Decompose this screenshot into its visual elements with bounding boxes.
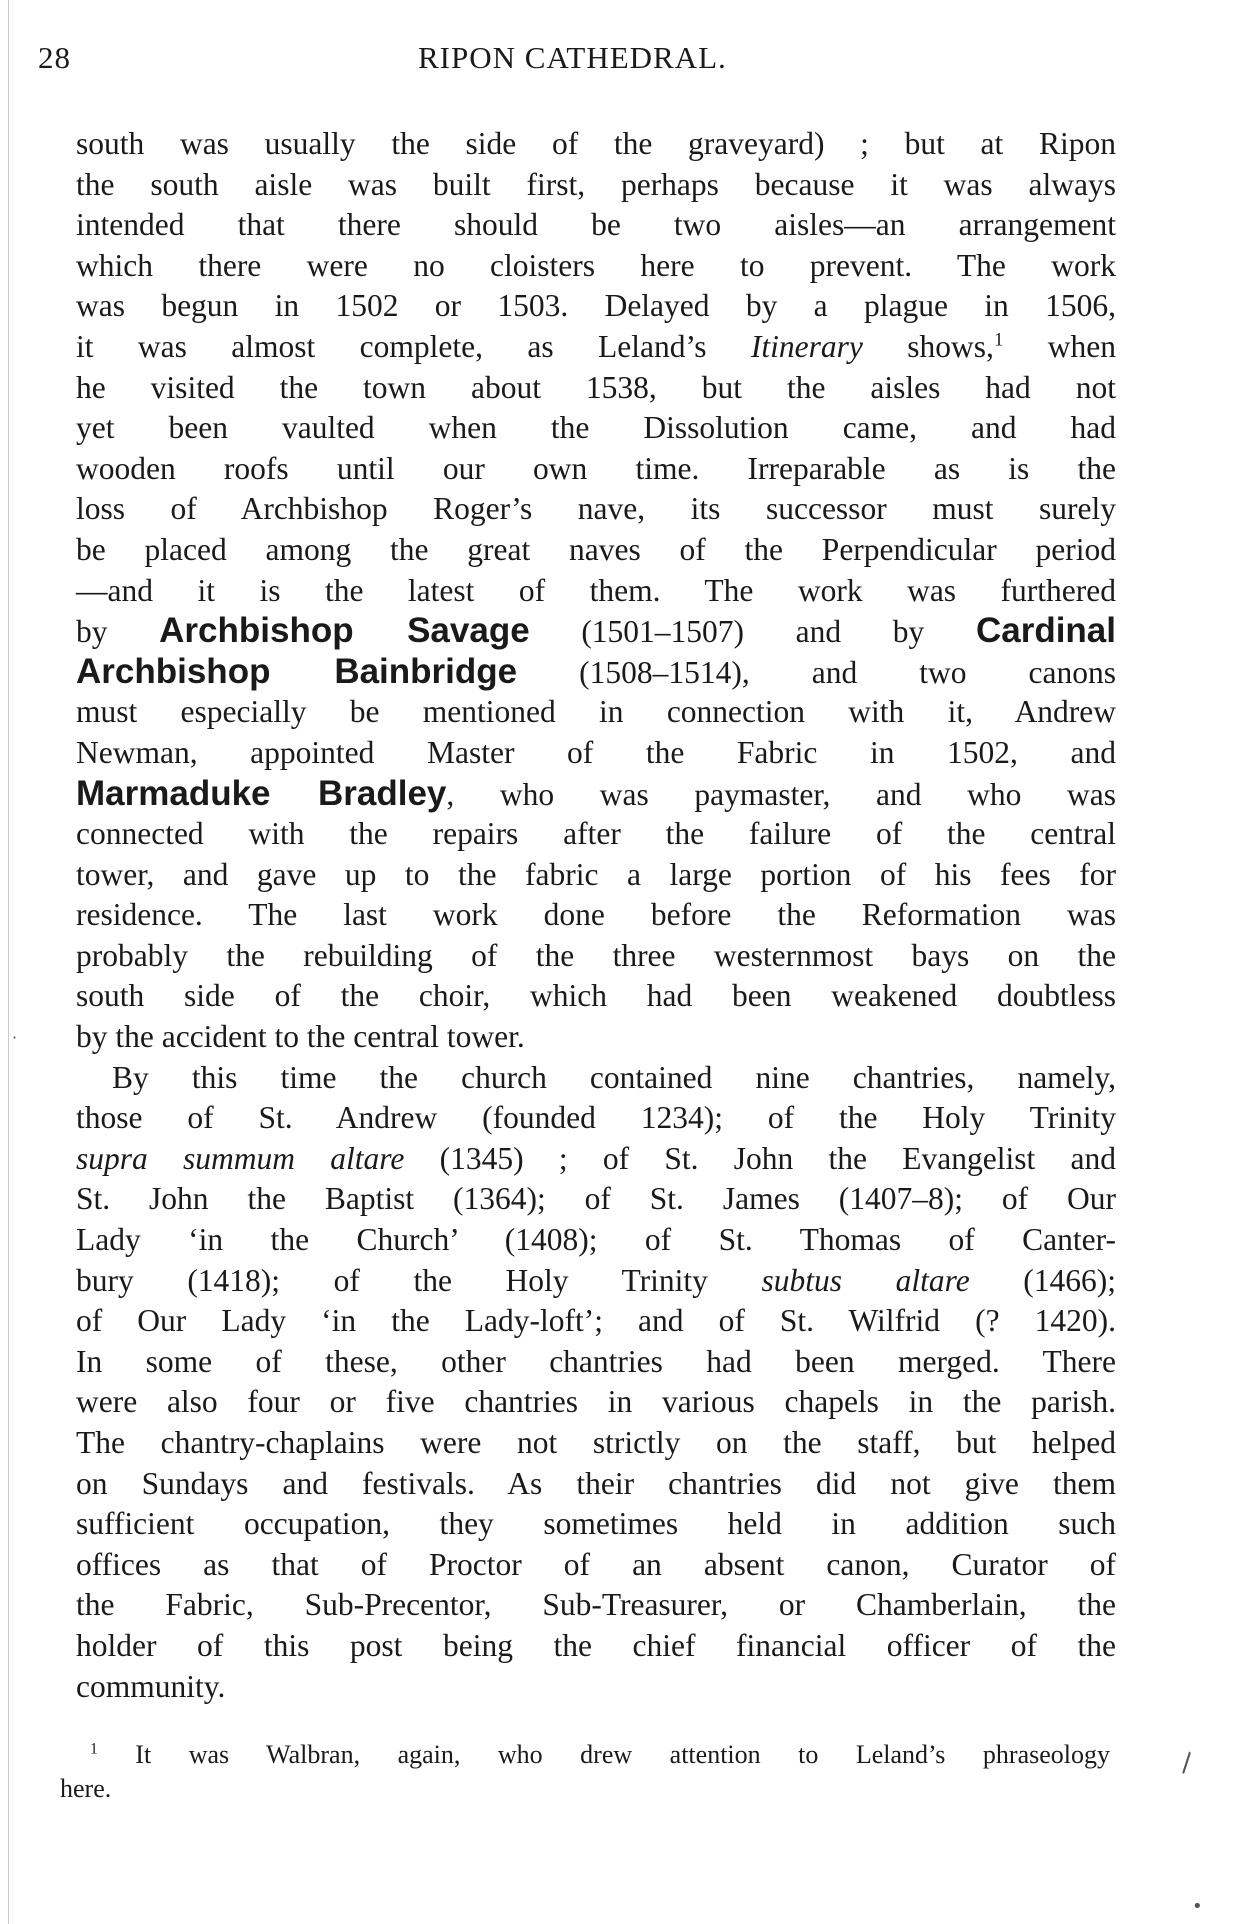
text-line: must especially be mentioned in connection with it, Andrew xyxy=(76,694,1116,730)
text-line: yet been vaulted when the Dissolution came, and had xyxy=(76,410,1116,446)
text-line: loss of Archbishop Roger’s nave, its successor must surely xyxy=(76,491,1116,527)
text-line: south side of the choir, which had been weakened doubtless xyxy=(76,978,1116,1014)
footnote-line: here. xyxy=(60,1774,112,1803)
text-line: community. xyxy=(76,1668,226,1704)
text-line xyxy=(76,1261,1116,1302)
text-line: the south aisle was built first, perhaps because it was always xyxy=(76,166,1116,202)
text-line: be placed among the great naves of the Perpendicular period xyxy=(76,531,1116,567)
text-line: holder of this post being the chief financial officer of the xyxy=(76,1627,1116,1663)
text-line: By this time the church contained nine chantries, namely, xyxy=(112,1059,1116,1095)
text-line: was begun in 1502 or 1503. Delayed by a plague in 1506, xyxy=(76,288,1116,324)
text-line: The chantry-chaplains were not strictly on the staff, but helped xyxy=(76,1425,1116,1460)
text-line: wooden roofs until our own time. Irreparable as is the xyxy=(76,450,1116,486)
running-title: RIPON CATHEDRAL. xyxy=(418,40,727,75)
text-line: south was usually the side of the graveyard) ; but at Ripon xyxy=(76,126,1116,161)
text-line: he visited the town about 1538, but the aisles had not xyxy=(76,369,1116,405)
text-line xyxy=(76,774,1116,815)
text-fragment: it was almost complete, as Leland’s xyxy=(76,328,707,364)
text-fragment: bury (1418); of the Holy Trinity xyxy=(76,1262,708,1298)
text-line: by the accident to the central tower. xyxy=(76,1019,525,1055)
page-edge-rule xyxy=(8,0,9,1924)
text-line: of Our Lady ‘in the Lady-loft’; and of St. Wilfrid (? 1420). xyxy=(76,1303,1116,1339)
text-line: offices as that of Proctor of an absent canon, Curator of xyxy=(76,1546,1116,1582)
text-line xyxy=(76,1139,1116,1180)
text-fragment: shows, xyxy=(862,328,994,364)
text-line: —and it is the latest of them. The work was furthered xyxy=(76,572,1116,608)
text-line: were also four or five chantries in various chapels in the parish. xyxy=(76,1384,1116,1420)
text-line: tower, and gave up to the fabric a large portion of his fees for xyxy=(76,856,1116,892)
text-line: St. John the Baptist (1364); of St. James (1407–8); of Our xyxy=(76,1181,1116,1217)
text-line xyxy=(76,327,1116,368)
page-header xyxy=(38,40,1118,80)
text-line: connected with the repairs after the failure of the central xyxy=(76,816,1116,852)
text-fragment: when xyxy=(1003,328,1117,364)
text-line: residence. The last work done before the Reformation was xyxy=(76,897,1116,933)
footnote-line xyxy=(60,1738,1110,1772)
text-line: intended that there should be two aisles—an arrangement xyxy=(76,207,1116,243)
text-line: the Fabric, Sub-Precentor, Sub-Treasurer, or Chamberlain, the xyxy=(76,1587,1116,1623)
text-fragment: (1508–1514), and two canons xyxy=(517,654,1116,690)
name-marmaduke-bradley: Marmaduke Bradley xyxy=(76,773,447,813)
margin-dot-mark: • xyxy=(1192,1896,1203,1917)
footnote-text: It was Walbran, again, who drew attention to Leland’s phraseology xyxy=(97,1740,1110,1769)
text-line: sufficient occupation, they sometimes held in addition such xyxy=(76,1506,1116,1542)
body-text xyxy=(76,124,1116,1707)
name-archbishop-savage: Archbishop Savage xyxy=(159,611,530,651)
text-line xyxy=(76,611,1116,652)
text-fragment: (1501–1507) and by xyxy=(529,614,976,650)
name-archbishop-bainbridge: Archbishop Bainbridge xyxy=(76,651,518,691)
text-fragment: , who was paymaster, and who was xyxy=(446,776,1117,812)
italic-latin-supra: supra summum altare xyxy=(76,1140,405,1176)
footnote xyxy=(60,1738,1110,1806)
text-fragment: by xyxy=(76,614,108,650)
text-line: on Sundays and festivals. As their chantries did not give them xyxy=(76,1465,1116,1501)
text-fragment: (1466); xyxy=(969,1262,1117,1298)
text-fragment: (1345) ; of St. John the Evangelist and xyxy=(439,1140,1117,1176)
name-cardinal: Cardinal xyxy=(975,611,1116,651)
margin-tick-mark: · xyxy=(12,1028,18,1047)
text-line: Lady ‘in the Church’ (1408); of St. Thomas of Canter- xyxy=(76,1222,1116,1258)
text-line: In some of these, other chantries had been merged. There xyxy=(76,1343,1116,1379)
text-line: Newman, appointed Master of the Fabric in 1502, and xyxy=(76,734,1116,770)
text-line xyxy=(76,652,1116,693)
italic-latin-subtus: subtus altare xyxy=(761,1262,970,1298)
text-line: those of St. Andrew (founded 1234); of the Holy Trinity xyxy=(76,1100,1116,1136)
text-line: probably the rebuilding of the three westernmost bays on the xyxy=(76,937,1116,973)
text-line: which there were no cloisters here to prevent. The work xyxy=(76,247,1116,283)
footnote-reference: 1 xyxy=(993,329,1004,351)
italic-title-itinerary: Itinerary xyxy=(750,328,863,364)
page-number: 28 xyxy=(38,40,71,75)
margin-stroke-mark: \ xyxy=(1174,1748,1199,1778)
footnote-marker: 1 xyxy=(90,1740,98,1758)
